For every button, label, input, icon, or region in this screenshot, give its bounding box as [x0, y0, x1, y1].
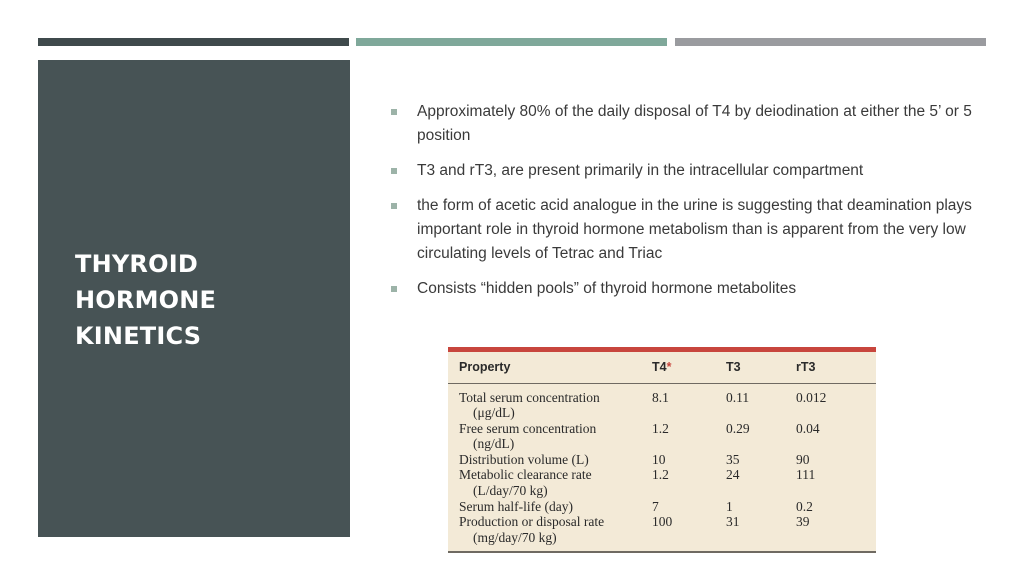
property-cell	[448, 499, 652, 515]
table-row	[448, 514, 876, 545]
t3-cell: 35	[726, 451, 740, 467]
rt3-cell: 39	[796, 514, 810, 530]
table-row	[448, 467, 876, 498]
bullet-item	[388, 194, 988, 266]
property-unit: (μg/dL)	[473, 405, 515, 421]
property-label: Distribution volume (L)	[459, 451, 589, 467]
header-rt3: rT3	[796, 352, 876, 383]
header-property: Property	[448, 352, 652, 383]
t3-cell: 0.29	[726, 420, 750, 436]
decor-bar-gray	[675, 38, 986, 46]
slide-title	[75, 246, 335, 354]
table-row	[448, 499, 876, 515]
header-t4	[652, 352, 726, 383]
kinetics-table	[448, 352, 876, 545]
property-cell	[448, 452, 652, 468]
rt3-cell: 0.04	[796, 420, 820, 436]
property-unit: (ng/dL)	[473, 436, 515, 452]
t4-cell: 1.2	[652, 420, 669, 436]
t4-cell: 1.2	[652, 467, 669, 483]
rt3-cell: 111	[796, 467, 816, 483]
bullet-item	[388, 100, 988, 148]
rt3-cell: 0.012	[796, 389, 827, 405]
decor-bar-green	[356, 38, 667, 46]
property-label: Serum half-life (day)	[459, 498, 573, 514]
bullet-text: the form of acetic acid analogue in the urine is suggesting that deamination plays important role in thyroid hormone metabolism than is apparent from the very low circulating levels of Tetrac and Triac	[417, 197, 972, 262]
table-row	[448, 383, 876, 421]
t4-cell: 7	[652, 498, 659, 514]
bullet-list	[388, 100, 988, 312]
t4-cell: 8.1	[652, 389, 669, 405]
table-row	[448, 421, 876, 452]
header-t3: T3	[726, 352, 796, 383]
bullet-text: Approximately 80% of the daily disposal of T4 by deiodination at either the 5’ or 5 position	[417, 103, 972, 144]
property-label: Total serum concentration	[459, 389, 600, 405]
footnote-asterisk: *	[666, 360, 672, 375]
table-row	[448, 452, 876, 468]
property-cell	[448, 383, 652, 421]
bullet-text: T3 and rT3, are present primarily in the intracellular compartment	[417, 162, 864, 179]
kinetics-table-image	[448, 347, 876, 553]
title-line: KINETICS	[75, 322, 202, 350]
property-label: Metabolic clearance rate	[459, 467, 592, 483]
decor-bar-dark	[38, 38, 349, 46]
t4-cell: 100	[652, 514, 673, 530]
t3-cell: 1	[726, 498, 733, 514]
property-label: Free serum concentration	[459, 420, 597, 436]
square-bullet-icon	[391, 286, 397, 292]
t3-cell: 31	[726, 514, 740, 530]
property-label: Production or disposal rate	[459, 514, 605, 530]
square-bullet-icon	[391, 168, 397, 174]
bullet-item	[388, 277, 988, 301]
bullet-text: Consists “hidden pools” of thyroid hormone metabolites	[417, 280, 797, 297]
rt3-cell: 90	[796, 451, 810, 467]
t3-cell: 0.11	[726, 389, 750, 405]
property-unit: (mg/day/70 kg)	[473, 529, 557, 545]
title-line: HORMONE	[75, 286, 217, 314]
property-unit: (L/day/70 kg)	[473, 483, 548, 499]
table-header-row	[448, 352, 876, 383]
property-cell	[448, 421, 652, 452]
property-cell	[448, 467, 652, 498]
title-panel	[38, 60, 350, 537]
rt3-cell: 0.2	[796, 498, 813, 514]
property-cell	[448, 514, 652, 545]
bullet-item	[388, 159, 988, 183]
t4-cell: 10	[652, 451, 666, 467]
square-bullet-icon	[391, 203, 397, 209]
t3-cell: 24	[726, 467, 740, 483]
title-line: THYROID	[75, 250, 198, 278]
header-t4-label: T4	[652, 360, 667, 375]
square-bullet-icon	[391, 109, 397, 115]
